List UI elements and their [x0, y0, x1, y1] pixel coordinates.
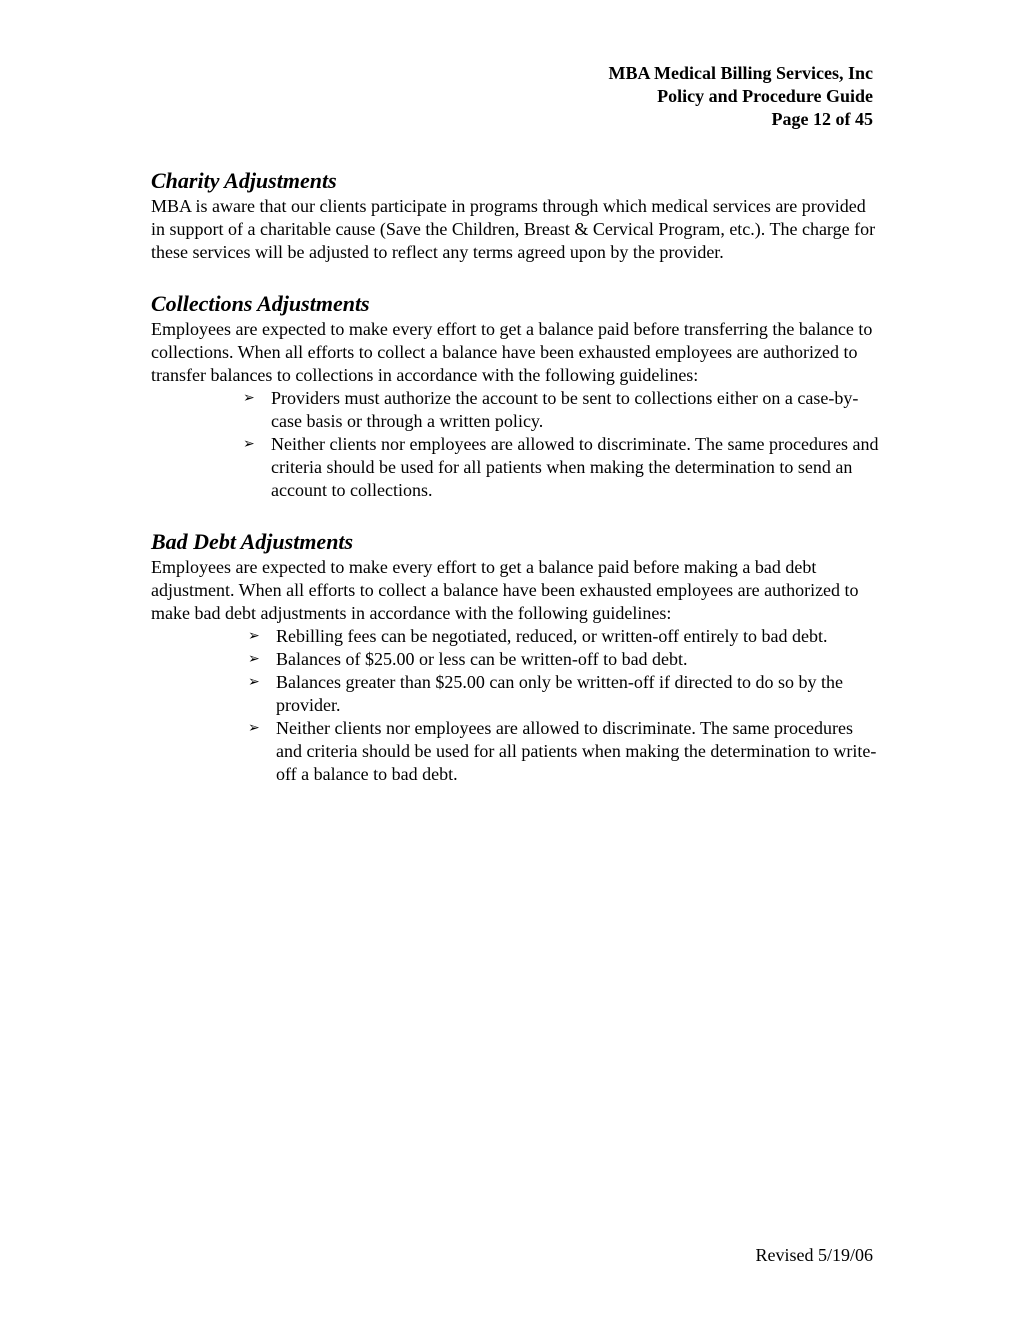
header-page-number: Page 12 of 45 [771, 109, 873, 129]
arrowhead-bullet-icon: ➢ [248, 674, 260, 690]
bullet-list [151, 625, 881, 786]
section-bad-debt-adjustments [151, 528, 881, 786]
section-body: MBA is aware that our clients participate in programs through which medical services are provided in support of a charitable cause (Save the Children, Breast & Cervical Program, etc.). The charge for these services will be adjusted to reflect any terms agreed upon by the provider. [151, 196, 876, 262]
bullet-item [151, 671, 881, 717]
bullet-text: Balances of $25.00 or less can be written-off to bad debt. [276, 649, 688, 669]
section-title: Charity Adjustments [151, 168, 337, 193]
bullet-text: Neither clients nor employees are allowed to discriminate. The same procedures and criteria should be used for all patients when making the determination to send an account to collections. [271, 434, 879, 500]
section-body: Employees are expected to make every effort to get a balance paid before transferring the balance to collections. When all efforts to collect a balance have been exhausted employees are authorized to transfer balances to collections in accordance with the following guidelines: [151, 319, 873, 385]
bullet-list [151, 387, 881, 502]
bullet-text: Balances greater than $25.00 can only be written-off if directed to do so by the provider. [276, 672, 843, 715]
arrowhead-bullet-icon: ➢ [248, 628, 260, 644]
arrowhead-bullet-icon: ➢ [248, 651, 260, 667]
bullet-item [151, 387, 881, 433]
section-charity-adjustments [151, 167, 881, 264]
bullet-item [151, 648, 881, 671]
section-title: Collections Adjustments [151, 291, 370, 316]
arrowhead-bullet-icon: ➢ [243, 436, 255, 452]
bullet-text: Rebilling fees can be negotiated, reduced, or written-off entirely to bad debt. [276, 626, 828, 646]
header-doc-title: Policy and Procedure Guide [657, 86, 873, 106]
page-header [609, 62, 873, 131]
bullet-text: Neither clients nor employees are allowed to discriminate. The same procedures and criteria should be used for all patients when making the determination to write-off a balance to bad debt. [276, 718, 877, 784]
arrowhead-bullet-icon: ➢ [248, 720, 260, 736]
page-content [151, 167, 881, 812]
section-body: Employees are expected to make every effort to get a balance paid before making a bad debt adjustment. When all efforts to collect a balance have been exhausted employees are authorized to make bad debt adjustments in accordance with the following guidelines: [151, 557, 859, 623]
section-collections-adjustments [151, 290, 881, 502]
bullet-item [151, 625, 881, 648]
section-title: Bad Debt Adjustments [151, 529, 354, 554]
bullet-item [151, 717, 881, 786]
arrowhead-bullet-icon: ➢ [243, 390, 255, 406]
bullet-text: Providers must authorize the account to be sent to collections either on a case-by-case basis or through a written policy. [271, 388, 859, 431]
header-company: MBA Medical Billing Services, Inc [608, 63, 873, 83]
bullet-item [151, 433, 881, 502]
page-footer-revised: Revised 5/19/06 [755, 1245, 873, 1265]
